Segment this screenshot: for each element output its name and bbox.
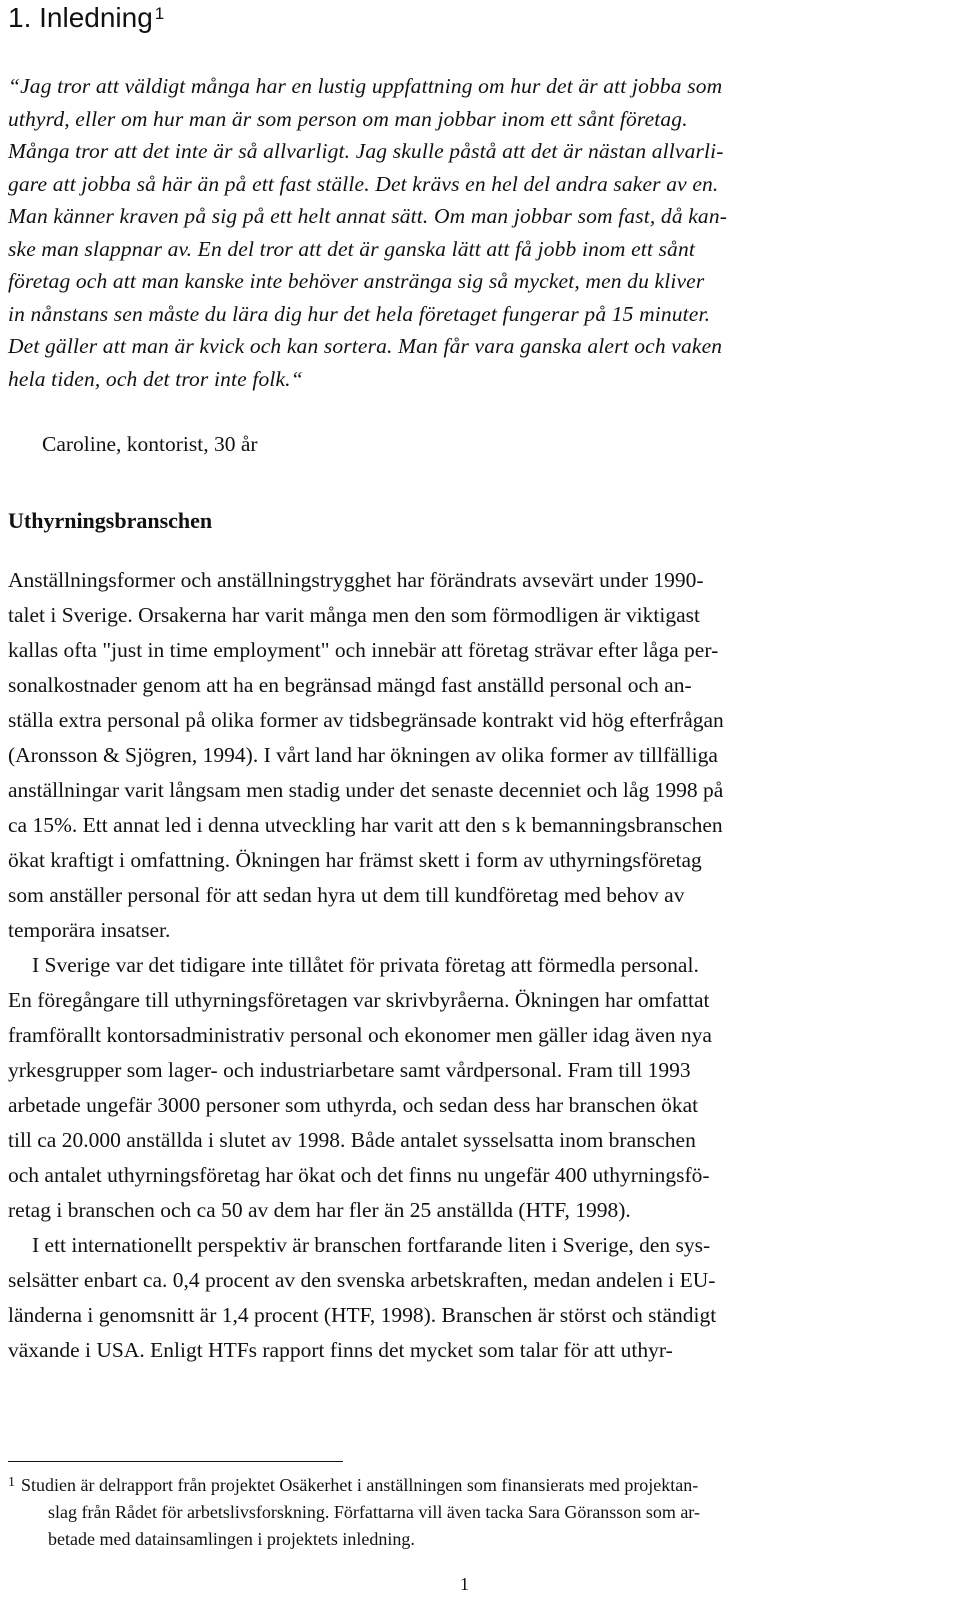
body-line: yrkesgrupper som lager- och industriarbetare samt vårdpersonal. Fram till 1993 — [8, 1058, 691, 1082]
quote-line: företag och att man kanske inte behöver anstränga sig så mycket, men du kliver — [8, 269, 705, 293]
footnote-divider — [8, 1461, 343, 1462]
footnote-text: Studien är delrapport från projektet Osäkerhet i anställningen som finansierats med projektan- — [21, 1475, 699, 1495]
interview-quote — [8, 70, 953, 395]
footnote-reference[interactable]: 1 — [154, 4, 165, 23]
quote-line: Många tror att det inte är så allvarligt. Jag skulle påstå att det är nästan allvarli- — [8, 139, 724, 163]
footnote-line: betade med datainsamlingen i projektets inledning. — [48, 1529, 415, 1549]
body-line: retag i branschen och ca 50 av dem har fler än 25 anställda (HTF, 1998). — [8, 1198, 631, 1222]
body-line: talet i Sverige. Orsakerna har varit många men den som förmodligen är viktigast — [8, 603, 700, 627]
page-number: 1 — [460, 1574, 469, 1594]
quote-attribution: Caroline, kontorist, 30 år — [42, 432, 258, 456]
body-line: som anställer personal för att sedan hyra ut dem till kundföretag med behov av — [8, 883, 685, 907]
body-line: till ca 20.000 anställda i slutet av 1998. Både antalet sysselsatta inom branschen — [8, 1128, 696, 1152]
body-line: ökat kraftigt i omfattning. Ökningen har främst skett i form av uthyrningsföretag — [8, 848, 702, 872]
body-line: kallas ofta "just in time employment" och innebär att företag strävar efter låga per- — [8, 638, 719, 662]
quote-line: “Jag tror att väldigt många har en lustig uppfattning om hur det är att jobba som — [8, 74, 723, 98]
chapter-heading — [8, 0, 164, 36]
body-line: växande i USA. Enligt HTFs rapport finns det mycket som talar för att uthyr- — [8, 1338, 673, 1362]
body-line: (Aronsson & Sjögren, 1994). I vårt land har ökningen av olika former av tillfälliga — [8, 743, 718, 767]
quote-line: hela tiden, och det tror inte folk.“ — [8, 366, 303, 391]
footnote-marker: 1 — [8, 1475, 15, 1490]
quote-line: uthyrd, eller om hur man är som person om man jobbar inom ett sånt företag. — [8, 106, 688, 131]
body-line: temporära insatser. — [8, 918, 171, 942]
footnote-line — [8, 1469, 953, 1499]
section-heading: Uthyrningsbranschen — [8, 508, 213, 533]
body-line: arbetade ungefär 3000 personer som uthyrda, och sedan dess har branschen ökat — [8, 1093, 699, 1117]
body-line: selsätter enbart ca. 0,4 procent av den svenska arbetskraften, medan andelen i EU- — [8, 1268, 716, 1292]
body-line: I ett internationellt perspektiv är branschen fortfarande liten i Sverige, den sys- — [32, 1233, 711, 1257]
quote-line: ske man slappnar av. En del tror att det är ganska lätt att få jobb inom ett sånt — [8, 236, 695, 261]
footnote — [8, 1469, 953, 1553]
body-line: anställningar varit långsam men stadig under det senaste decenniet och låg 1998 på — [8, 778, 724, 802]
body-line: länderna i genomsnitt är 1,4 procent (HTF, 1998). Branschen är störst och ständigt — [8, 1303, 717, 1327]
body-line: ställa extra personal på olika former av tidsbegränsade kontrakt vid hög efterfrågan — [8, 708, 724, 732]
body-line: framförallt kontorsadministrativ personal och ekonomer men gäller idag även nya — [8, 1023, 712, 1047]
body-line: En föregångare till uthyrningsföretagen var skrivbyråerna. Ökningen har omfattat — [8, 988, 710, 1012]
chapter-heading-text: 1. Inledning — [8, 2, 153, 33]
section-body — [8, 563, 953, 1368]
quote-line: Det gäller att man är kvick och kan sortera. Man får vara ganska alert och vaken — [8, 334, 723, 358]
body-line: och antalet uthyrningsföretag har ökat och det finns nu ungefär 400 uthyrningsfö- — [8, 1163, 710, 1187]
body-line: I Sverige var det tidigare inte tillåtet för privata företag att förmedla personal. — [32, 953, 699, 977]
quote-line: gare att jobba så här än på ett fast ställe. Det krävs en hel del andra saker av en. — [8, 171, 719, 196]
body-line: sonalkostnader genom att ha en begränsad mängd fast anställd personal och an- — [8, 673, 692, 697]
quote-line: Man känner kraven på sig på ett helt annat sätt. Om man jobbar som fast, då kan- — [8, 204, 728, 228]
body-line: Anställningsformer och anställningstrygghet har förändrats avsevärt under 1990- — [8, 568, 704, 592]
quote-line: in nånstans sen måste du lära dig hur det hela företaget fungerar på 15 minuter. — [8, 301, 711, 326]
footnote-line: slag från Rådet för arbetslivsforskning. Författarna vill även tacka Sara Göransson som ar- — [48, 1502, 700, 1522]
body-line: ca 15%. Ett annat led i denna utveckling har varit att den s k bemanningsbranschen — [8, 813, 723, 837]
